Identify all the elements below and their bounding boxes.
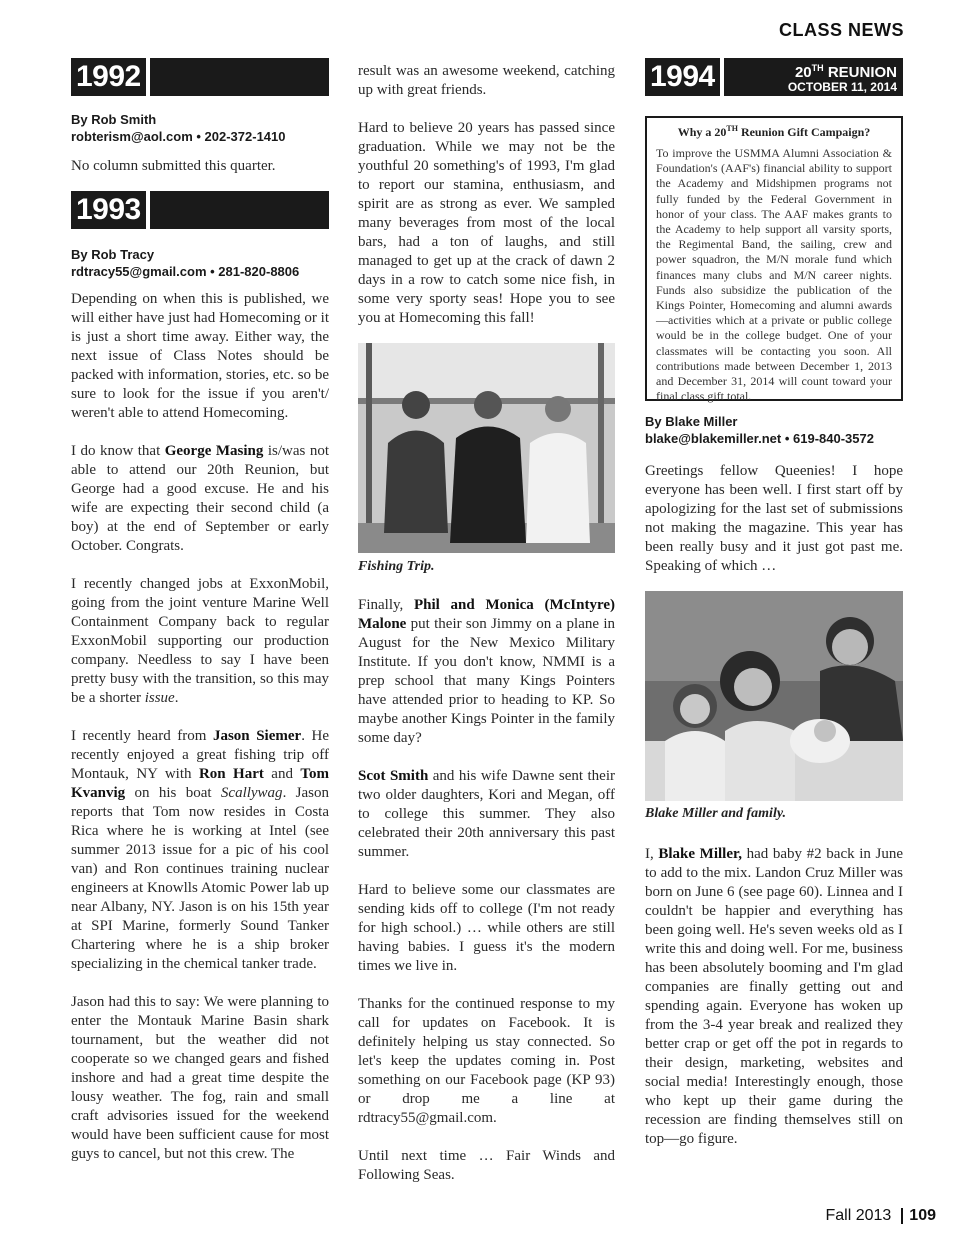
paragraph: I do know that George Masing is/was not able to attend our 20th Reunion, but George had a good excuse. He and his wife are expecting their second child (a boy) at the end of September or early October. Congrats.	[71, 443, 329, 554]
byline-1993	[71, 246, 329, 280]
text-1993-col2-bottom	[358, 596, 615, 1204]
page-number: 109	[901, 1208, 936, 1224]
paragraph: I recently heard from Jason Siemer. He recently enjoyed a great fishing trip off Montauk, NY with Ron Hart and Tom Kvanvig on his boat Scallywag. Jason reports that Tom now resides in Costa Rica where he is working at Intel (see summer 2013 issue for a pic of his cool van) and Ron continues training nuclear engineers at Knowlls Atomic Power lab up near Albany, NY. Jason is on his 15th year at SPI Marine, formerly Sound Tanker Chartering where he is a ship broker specializing in the chemical tanker trade.	[71, 728, 329, 972]
byline-1994	[645, 413, 903, 447]
paragraph: Jason had this to say: We were planning to enter the Montauk Marine Basin shark tournament, but the weather did not cooperate so we changed gears and fished inshore and had a great time despite the lousy weather. The fog, rain and small craft advisories issued for the weekend would have been sufficient cause for most guys to cancel, but not this crew. The	[71, 994, 329, 1162]
fishing-trip-photo	[358, 343, 615, 553]
paragraph: Depending on when this is published, we will either have just had Homecoming or it is just a short time away. Either way, the next issue of Class Notes should be packed with information, stories, etc. so be sure to look for the issue if you aren't/ weren't able to attend Homecoming.	[71, 291, 329, 421]
contact-1994: blake@blakemiller.net • 619-840-3572	[645, 431, 874, 446]
year-bar-1992	[71, 58, 329, 96]
paragraph: I, Blake Miller, had baby #2 back in June to add to the mix. Landon Cruz Miller was born on June 6 (see page 60). Linnea and I couldn't be happier and everything has been going well. He's seven weeks old as I write this and doing well. For me, business has been absolutely booming and I'm glad companies are finally getting out and spending again. Everyone has woken up from the 3-4 year break and realized they better crap or get off the pot in regards to their design, marketing, websites and social media! Interestingly enough, those who kept up their game during the recession are finding themselves still on top—go figure.	[645, 846, 904, 1147]
gift-campaign-body: To improve the USMMA Alumni Association & Foundation's (AAF's) financial ability to support the Academy and Midshipmen programs not fully funded by the Federal Government in honor of your class. The AAF makes grants to the Academy to help support all varsity sports, the Regimental Band, the sailing, crew and power squadron, the M/N morale fund which finances many clubs and M/N career nights. Funds also subsidize the publication of the Kings Pointer, Homecoming and alumni awards—activities which at a private or public college would be in the college budget. One of your classmates will be contacting you soon. All contributions made between December 1, 2013 and December 31, 2014 will count toward your final class gift total.	[656, 146, 892, 404]
year-bar-1993	[71, 191, 329, 229]
byline-1992	[71, 111, 329, 145]
paragraph: No column submitted this quarter.	[71, 158, 276, 174]
fishing-trip-caption: Fishing Trip.	[358, 559, 435, 574]
reunion-date: OCTOBER 11, 2014	[787, 79, 897, 94]
text-1994-top	[645, 462, 903, 595]
year-1994: 1994	[650, 60, 715, 93]
text-1993-col1	[71, 290, 329, 1183]
fishing-trip-image	[358, 343, 615, 553]
paragraph: I recently changed jobs at ExxonMobil, going from the joint venture Marine Well Containment Company back to regular ExxonMobil supporting our production company. Needless to say I have been pretty busy with the transition, so this may be a shorter issue.	[71, 576, 329, 706]
paragraph: Thanks for the continued response to my call for updates on Facebook. It is definitely helping us stay connected. So let's keep the updates coming in. Post something on our Facebook page (KP 93) or drop me a line at rdtracy55@gmail.com.	[358, 996, 615, 1126]
author-1993: By Rob Tracy	[71, 247, 155, 262]
year-1993: 1993	[76, 193, 141, 226]
year-1992: 1992	[76, 60, 141, 93]
paragraph: result was an awesome weekend, catching up with great friends.	[358, 63, 615, 98]
text-1994-bottom	[645, 845, 903, 1168]
contact-1993: rdtracy55@gmail.com • 281-820-8806	[71, 264, 300, 279]
paragraph: Hard to believe some our classmates are sending kids off to college (I'm not ready for high school.) … while others are still having babies. I guess it's the modern times we live in.	[358, 882, 615, 974]
miller-family-image	[645, 591, 903, 801]
paragraph: Hard to believe 20 years has passed since graduation. While we may not be the youthful 20 something's of 1993, I'm glad to report our stamina, enthusiasm, and spirit are as strong as ever. We sampled many beverages from most of the local bars, had a ton of laughs, and still managed to get up at the crack of dawn 2 days in a row to catch some nice fish, in some very sporty seas! Hope you to see you at Homecoming this fall!	[358, 120, 615, 326]
paragraph: Finally, Phil and Monica (McIntyre) Malone put their son Jimmy on a plane in August for the New Mexico Military Institute. If you don't know, NMMI is a prep school that many Kings Pointers have attended prior to heading to KP. So maybe another Kings Pointer in the family some day?	[358, 597, 616, 746]
author-1992: By Rob Smith	[71, 112, 157, 127]
section-label: CLASS NEWS	[778, 20, 904, 40]
contact-1992: robterism@aol.com • 202-372-1410	[71, 129, 286, 144]
miller-family-photo	[645, 591, 903, 801]
paragraph: Greetings fellow Queenies! I hope everyone has been well. I first start off by apologizing for the last set of submissions not making the magazine. This year has been really busy and it just got past me. Speaking of which …	[645, 463, 903, 574]
page-footer	[825, 1207, 936, 1225]
miller-family-caption: Blake Miller and family.	[645, 806, 787, 821]
gift-campaign-box	[645, 116, 903, 404]
gift-campaign-title: Why a 20TH Reunion Gift Campaign?	[677, 124, 871, 139]
reunion-label: 20TH REUNION	[794, 62, 897, 81]
text-1993-col2-top	[358, 62, 615, 347]
author-1994: By Blake Miller	[645, 414, 738, 429]
text-1992	[71, 157, 329, 195]
year-bar-1994	[645, 58, 903, 96]
paragraph: Until next time … Fair Winds and Following Seas.	[358, 1148, 615, 1183]
issue-label: Fall 2013	[825, 1207, 892, 1224]
paragraph: Scot Smith and his wife Dawne sent their two older daughters, Kori and Megan, off to college this summer. They also celebrated their 20th anniversary this past summer.	[358, 768, 615, 860]
